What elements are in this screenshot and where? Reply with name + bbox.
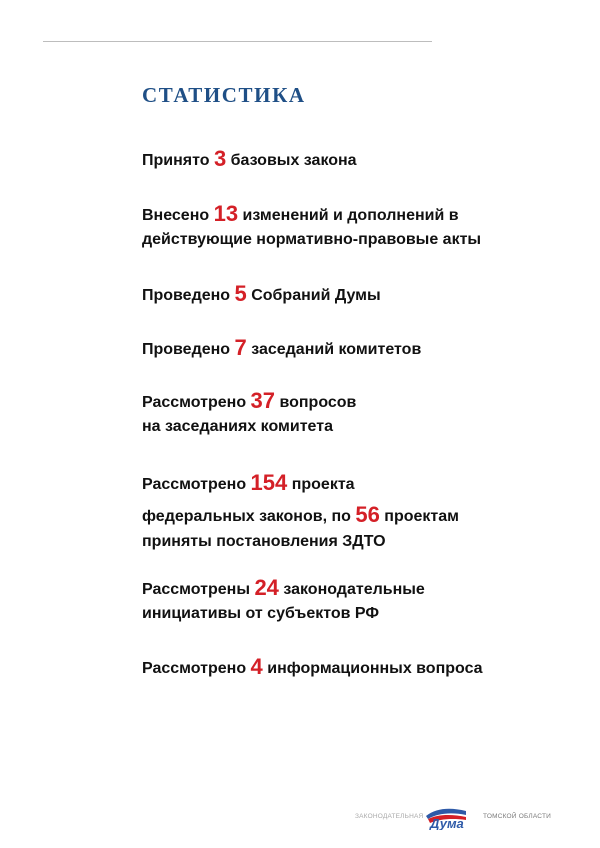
stat-text: инициативы от субъектов РФ [142,605,380,622]
stat-text: проектам [379,508,459,525]
stat-text: информационных вопроса [262,660,483,677]
top-divider [43,41,432,42]
stat-number: 4 [250,654,263,679]
stat-text: Рассмотрено [142,476,251,493]
stat-text: вопросов [275,394,357,411]
stat-text: базовых закона [226,152,357,169]
stat-item [142,202,481,252]
stat-number: 56 [355,502,380,527]
stat-text: Рассмотрено [142,660,251,677]
stat-item [142,147,357,173]
stat-text: законодательные [278,581,425,598]
stat-text: Рассмотрено [142,394,251,411]
stat-text: на заседаниях комитета [142,418,333,435]
stat-number: 37 [250,388,276,413]
stat-text: Собраний Думы [246,287,381,304]
stat-text: проекта [287,476,355,493]
stat-text: Рассмотрены [142,581,255,598]
stat-text: заседаний комитетов [246,341,422,358]
stat-item [142,282,381,308]
stat-number: 7 [234,335,247,360]
page-title: СТАТИСТИКА [142,83,306,107]
stat-text: Внесено [142,207,214,224]
stat-item [142,468,459,562]
footer-left-text: ЗАКОНОДАТЕЛЬНАЯ [355,813,424,820]
stat-item [142,336,421,362]
stat-text: федеральных законов, по [142,508,356,525]
stat-number: 5 [234,281,247,306]
stat-number: 3 [213,146,227,171]
logo-wordmark: Дума [430,816,464,830]
stat-text: приняты постановления ЗДТО [142,533,386,550]
stat-item [142,576,425,626]
stat-number: 154 [250,470,288,495]
stat-item [142,655,483,681]
stat-number: 24 [254,575,279,600]
stat-text: Проведено [142,341,235,358]
stat-text: действующие нормативно-правовые акты [142,231,482,248]
duma-logo [422,804,482,830]
stat-number: 13 [213,201,239,226]
stat-item [142,389,356,439]
stat-text: Проведено [142,287,235,304]
stat-text: Принято [142,152,214,169]
footer-logo-block [355,801,555,831]
footer-right-text: ТОМСКОЙ ОБЛАСТИ [483,813,551,820]
stat-text: изменений и дополнений в [238,207,459,224]
